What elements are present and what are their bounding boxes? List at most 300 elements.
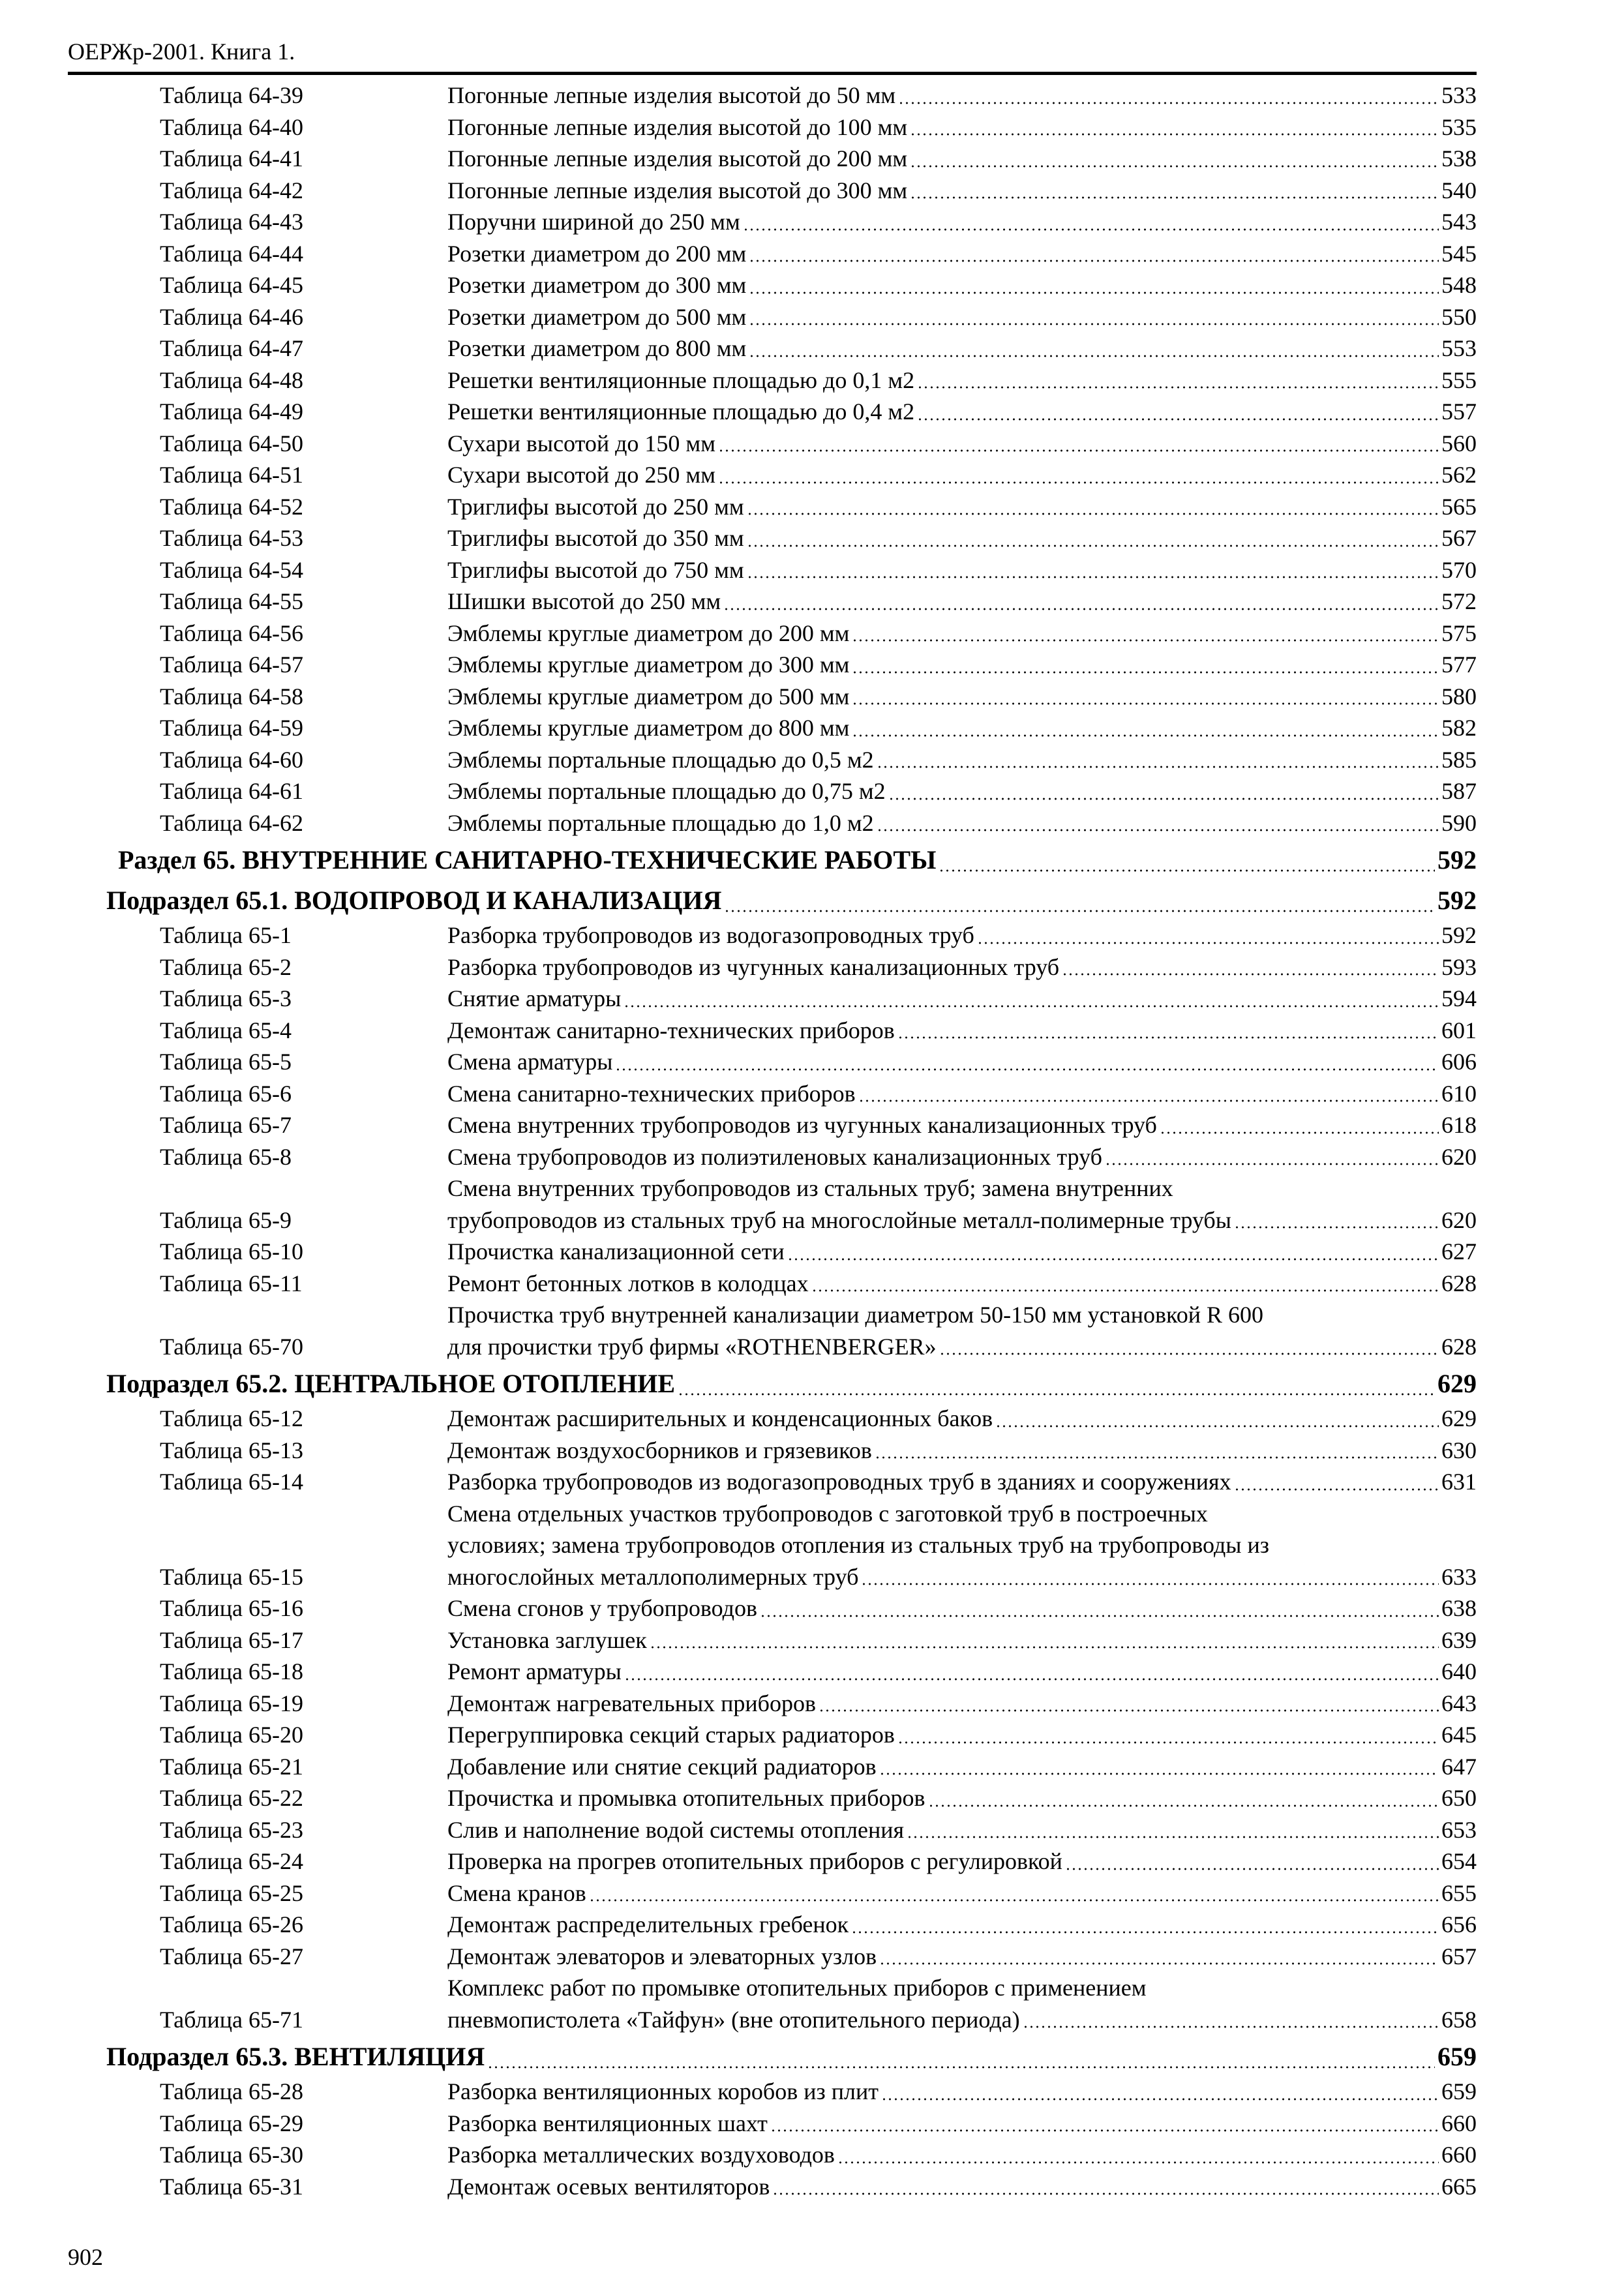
table-number: Таблица 64-43: [160, 209, 303, 235]
table-number: Таблица 65-17: [160, 1626, 303, 1653]
page-ref: 650: [1441, 1785, 1477, 1811]
table-number: Таблица 64-50: [160, 430, 303, 456]
entry-title: [447, 1624, 1477, 1656]
table-number: Таблица 65-3: [160, 985, 292, 1011]
table-number: Таблица 65-27: [160, 1943, 303, 1969]
page-ref: 587: [1441, 778, 1477, 804]
entry-title: [447, 1236, 1477, 1268]
entry-title: [447, 712, 1477, 744]
dot-leader: [939, 1352, 1439, 1356]
toc-entry: [0, 1268, 1477, 1300]
title-text: Смена внутренних трубопроводов из стальных труб; замена внутренних: [447, 1175, 1173, 1201]
entry-title: [447, 459, 1477, 491]
table-number: Таблица 65-19: [160, 1690, 303, 1716]
title-line: [447, 1078, 1477, 1110]
page-ref: 654: [1441, 1848, 1477, 1874]
table-number: Таблица 65-11: [160, 1270, 303, 1296]
dot-leader: [939, 869, 1435, 873]
page-ref: 585: [1441, 746, 1477, 773]
title-line: [447, 301, 1477, 333]
title-line: [447, 1015, 1477, 1047]
entry-title: [447, 2171, 1477, 2203]
page-ref: 535: [1441, 113, 1477, 140]
toc-entry: [0, 1814, 1477, 1846]
title-line: [447, 983, 1477, 1015]
toc-entry: [0, 1846, 1477, 1878]
title-text: Демонтаж элеваторов и элеваторных узлов: [447, 1943, 877, 1969]
title-text: Эмблемы портальные площадью до 0,5 м2: [447, 746, 874, 773]
title-line: [447, 269, 1477, 301]
entry-title: [447, 206, 1477, 238]
dot-leader: [888, 797, 1439, 801]
dot-leader: [1105, 1162, 1439, 1166]
title-line: [447, 143, 1477, 175]
page-ref: 631: [1441, 1469, 1477, 1495]
dot-leader: [811, 1289, 1439, 1293]
entry-title: [447, 1299, 1477, 1362]
toc-entry: [0, 333, 1477, 365]
table-number: Таблица 64-48: [160, 367, 303, 393]
entry-title: [447, 2139, 1477, 2171]
entry-title: [447, 649, 1477, 681]
page-ref: 540: [1441, 177, 1477, 203]
title-text: Решетки вентиляционные площадью до 0,1 м2: [447, 367, 915, 393]
table-number: Таблица 64-56: [160, 620, 303, 646]
toc-entry: [0, 269, 1477, 301]
title-line: [447, 681, 1477, 713]
page-ref: 590: [1441, 809, 1477, 836]
dot-leader: [678, 1392, 1435, 1396]
title-text: Триглифы высотой до 350 мм: [447, 525, 744, 551]
title-line: [447, 206, 1477, 238]
page-ref: 640: [1441, 1658, 1477, 1684]
entry-title: [447, 522, 1477, 554]
table-number: Таблица 64-57: [160, 651, 303, 678]
table-number: Таблица 65-5: [160, 1049, 292, 1075]
toc-entry: [0, 951, 1477, 983]
dot-leader: [852, 670, 1439, 674]
table-number: Таблица 65-15: [160, 1563, 303, 1590]
page-ref: 630: [1441, 1437, 1477, 1463]
dot-leader: [819, 1709, 1439, 1713]
table-number: Таблица 64-40: [160, 113, 303, 140]
title-line: [447, 1624, 1477, 1656]
table-number: Таблица 65-16: [160, 1595, 303, 1621]
dot-leader: [910, 196, 1439, 200]
toc-entry: [0, 618, 1477, 650]
table-number: Таблица 65-7: [160, 1112, 292, 1138]
title-line: [447, 1109, 1477, 1141]
title-text: пневмопистолета «Тайфун» (вне отопительного периода): [447, 2006, 1020, 2033]
title-text: Эмблемы круглые диаметром до 300 мм: [447, 651, 850, 678]
table-number: Таблица 65-23: [160, 1816, 303, 1843]
title-text: Демонтаж расширительных и конденсационных баков: [447, 1405, 993, 1431]
title-text: многослойных металлополимерных труб: [447, 1563, 859, 1590]
title-line: [447, 1656, 1477, 1688]
page-ref: 620: [1441, 1206, 1477, 1233]
dot-leader: [1062, 972, 1439, 976]
dot-leader: [851, 1930, 1439, 1934]
title-text: Сухари высотой до 250 мм: [447, 462, 715, 488]
title-text: Эмблемы портальные площадью до 1,0 м2: [447, 809, 874, 836]
page-ref: 655: [1441, 1879, 1477, 1906]
page-ref: 639: [1441, 1626, 1477, 1653]
title-line: [447, 1268, 1477, 1300]
entry-title: [447, 1909, 1477, 1941]
title-text: Комплекс работ по промывке отопительных приборов с применением: [447, 1975, 1147, 2001]
title-line: [447, 920, 1477, 951]
entry-title: [447, 1268, 1477, 1300]
toc-entry: [0, 807, 1477, 839]
page-ref: 567: [1441, 525, 1477, 551]
toc-entry: [0, 1782, 1477, 1814]
toc-entry: [0, 1941, 1477, 1973]
entry-title: [447, 1751, 1477, 1783]
dot-leader: [861, 1582, 1439, 1586]
page-ref: 548: [1441, 272, 1477, 298]
table-number: Таблица 65-14: [160, 1469, 303, 1495]
title-text: Прочистка и промывка отопительных приборов: [447, 1785, 925, 1811]
dot-leader: [881, 2097, 1439, 2101]
title-line: [447, 1719, 1477, 1751]
toc-entry: [0, 301, 1477, 333]
dot-leader: [928, 1804, 1439, 1808]
title-text: Демонтаж воздухосборников и грязевиков: [447, 1437, 872, 1463]
toc-entry: [0, 2076, 1477, 2108]
page-ref: 659: [1441, 2078, 1477, 2104]
table-number: Таблица 64-62: [160, 809, 303, 836]
title-text: для прочистки труб фирмы «ROTHENBERGER»: [447, 1333, 937, 1360]
table-number: Таблица 64-52: [160, 493, 303, 520]
dot-leader: [749, 322, 1439, 326]
dot-leader: [718, 449, 1439, 453]
toc-entry: [0, 554, 1477, 586]
page-ref: 592: [1437, 886, 1477, 915]
dot-leader: [747, 575, 1439, 579]
title-line: [447, 2171, 1477, 2203]
toc-entry: [0, 1972, 1477, 2035]
page-ref: 592: [1441, 922, 1477, 948]
entry-title: [447, 1015, 1477, 1047]
dot-leader: [749, 259, 1439, 263]
page-ref: 592: [1437, 845, 1477, 875]
page-ref: 620: [1441, 1143, 1477, 1170]
entry-title: [447, 143, 1477, 175]
table-number: Таблица 65-12: [160, 1405, 303, 1431]
title-text: Разборка трубопроводов из чугунных канализационных труб: [447, 953, 1060, 980]
toc-entry: [0, 1719, 1477, 1751]
entry-title: [447, 1466, 1477, 1498]
title-line: [447, 1466, 1477, 1498]
title-line: [447, 1204, 1477, 1236]
title-text: Смена отдельных участков трубопроводов с заготовкой труб в построечных: [447, 1500, 1208, 1527]
page-ref: 557: [1441, 398, 1477, 425]
title-line: [447, 459, 1477, 491]
toc-entry: [0, 175, 1477, 207]
title-line: [447, 522, 1477, 554]
title-line: [447, 1173, 1477, 1204]
entry-title: [447, 1046, 1477, 1078]
title-line: [447, 2004, 1477, 2036]
table-number: Таблица 64-61: [160, 778, 303, 804]
toc-entry: [0, 365, 1477, 396]
title-line: [447, 1561, 1477, 1593]
toc-entry: [0, 1498, 1477, 1593]
title-line: [447, 1909, 1477, 1941]
title-line: [447, 1299, 1477, 1331]
entry-title: [447, 365, 1477, 396]
dot-leader: [837, 2161, 1439, 2164]
dot-leader: [743, 228, 1439, 232]
page-ref: 562: [1441, 462, 1477, 488]
title-text: Поручни шириной до 250 мм: [447, 209, 740, 235]
entry-title: [447, 775, 1477, 807]
entry-title: [447, 951, 1477, 983]
title-text: Смена кранов: [447, 1879, 586, 1906]
title-line: [447, 2076, 1477, 2108]
title-line: [447, 744, 1477, 776]
toc-entry: [0, 681, 1477, 713]
table-number: Таблица 65-10: [160, 1238, 303, 1264]
entry-title: [447, 1435, 1477, 1467]
toc-entry: [0, 775, 1477, 807]
toc-entry: [0, 1688, 1477, 1720]
title-text: Разборка трубопроводов из водогазопроводных труб в зданиях и сооружениях: [447, 1469, 1231, 1495]
heading-text: Подраздел 65.2. ЦЕНТРАЛЬНОЕ ОТОПЛЕНИЕ: [106, 1369, 676, 1398]
dot-leader: [995, 1424, 1439, 1428]
entry-title: [447, 269, 1477, 301]
table-number: Таблица 65-70: [160, 1333, 303, 1360]
entry-title: [447, 175, 1477, 207]
title-line: [447, 775, 1477, 807]
page-ref: 553: [1441, 335, 1477, 361]
dot-leader: [852, 638, 1439, 642]
entry-title: [447, 807, 1477, 839]
dot-leader: [1234, 1488, 1439, 1491]
title-line: [447, 175, 1477, 207]
page-ref: 627: [1441, 1238, 1477, 1264]
dot-leader: [910, 132, 1439, 136]
entry-title: [447, 1719, 1477, 1751]
title-text: Розетки диаметром до 800 мм: [447, 335, 747, 361]
title-text: Демонтаж осевых вентиляторов: [447, 2173, 770, 2200]
title-text: Демонтаж санитарно-технических приборов: [447, 1017, 895, 1043]
dot-leader: [858, 1099, 1439, 1103]
table-number: Таблица 65-4: [160, 1017, 292, 1043]
title-line: [447, 1593, 1477, 1624]
title-line: [447, 238, 1477, 270]
dot-leader: [749, 354, 1439, 358]
table-number: Таблица 64-55: [160, 588, 303, 614]
table-number: Таблица 64-59: [160, 715, 303, 741]
toc-entry: [0, 1466, 1477, 1498]
title-text: Эмблемы круглые диаметром до 500 мм: [447, 683, 850, 710]
dot-leader: [1160, 1131, 1439, 1135]
dot-leader: [897, 1741, 1439, 1744]
dot-leader: [917, 417, 1439, 421]
title-text: Смена сгонов у трубопроводов: [447, 1595, 757, 1621]
title-line: [447, 1498, 1477, 1530]
entry-title: [447, 744, 1477, 776]
title-text: Эмблемы портальные площадью до 0,75 м2: [447, 778, 886, 804]
title-line: [447, 649, 1477, 681]
page-ref: 629: [1437, 1369, 1477, 1398]
toc-entry: [0, 491, 1477, 523]
page-ref: 658: [1441, 2006, 1477, 2033]
toc-entry: [0, 920, 1477, 951]
page-ref: 538: [1441, 145, 1477, 172]
entry-title: [447, 1688, 1477, 1720]
title-line: [447, 554, 1477, 586]
toc-entry: [0, 112, 1477, 143]
page-ref: 575: [1441, 620, 1477, 646]
running-header: ОЕРЖр-2001. Книга 1.: [68, 38, 295, 65]
table-number: Таблица 64-44: [160, 240, 303, 267]
toc-entry: [0, 1435, 1477, 1467]
title-text: Перегруппировка секций старых радиаторов: [447, 1722, 895, 1748]
page-ref: 659: [1437, 2042, 1477, 2071]
table-number: Таблица 64-41: [160, 145, 303, 172]
toc-entry: [0, 1236, 1477, 1268]
dot-leader: [772, 2192, 1439, 2196]
heading-text: Подраздел 65.1. ВОДОПРОВОД И КАНАЛИЗАЦИЯ: [106, 886, 722, 915]
toc-entry: [0, 206, 1477, 238]
page-ref: 577: [1441, 651, 1477, 678]
toc-entry: [0, 80, 1477, 112]
table-number: Таблица 65-28: [160, 2078, 303, 2104]
table-number: Таблица 64-54: [160, 556, 303, 583]
toc-entry: [0, 712, 1477, 744]
toc-entry: [0, 396, 1477, 428]
title-text: Проверка на прогрев отопительных приборов с регулировкой: [447, 1848, 1062, 1874]
title-line: [447, 80, 1477, 112]
title-line: [447, 586, 1477, 618]
title-line: [447, 1529, 1477, 1561]
entry-title: [447, 238, 1477, 270]
entry-title: [447, 1078, 1477, 1110]
title-text: Розетки диаметром до 200 мм: [447, 240, 747, 267]
entry-title: [447, 333, 1477, 365]
page-ref: 580: [1441, 683, 1477, 710]
toc-entry: [0, 2108, 1477, 2140]
title-text: Триглифы высотой до 250 мм: [447, 493, 744, 520]
title-text: Шишки высотой до 250 мм: [447, 588, 721, 614]
dot-leader: [723, 607, 1439, 611]
title-line: [447, 333, 1477, 365]
toc-entry: [0, 1015, 1477, 1047]
dot-leader: [624, 1677, 1439, 1681]
table-number: Таблица 64-39: [160, 82, 303, 108]
table-number: Таблица 65-6: [160, 1080, 292, 1107]
entry-title: [447, 618, 1477, 650]
table-number: Таблица 64-46: [160, 303, 303, 330]
toc-entry: [0, 1109, 1477, 1141]
subsection-heading: [0, 1362, 1477, 1403]
title-line: [447, 2139, 1477, 2171]
page-ref: 565: [1441, 493, 1477, 520]
toc-entry: [0, 1656, 1477, 1688]
table-number: Таблица 65-2: [160, 953, 292, 980]
title-line: [447, 1688, 1477, 1720]
dot-leader: [589, 1898, 1439, 1902]
title-text: Погонные лепные изделия высотой до 300 мм: [447, 177, 908, 203]
dot-leader: [1023, 2025, 1439, 2029]
dot-leader: [724, 909, 1435, 913]
title-line: [447, 1846, 1477, 1878]
table-number: Таблица 65-24: [160, 1848, 303, 1874]
subsection-heading: [0, 2035, 1477, 2076]
entry-title: [447, 1173, 1477, 1236]
dot-leader: [910, 164, 1439, 168]
entry-title: [447, 1593, 1477, 1624]
page-ref: 660: [1441, 2142, 1477, 2168]
dot-leader: [917, 385, 1439, 389]
title-line: [447, 1236, 1477, 1268]
title-line: [447, 1403, 1477, 1435]
title-text: Розетки диаметром до 500 мм: [447, 303, 747, 330]
entry-title: [447, 112, 1477, 143]
page-ref: 653: [1441, 1816, 1477, 1843]
title-text: Слив и наполнение водой системы отопления: [447, 1816, 905, 1843]
page-ref: 629: [1441, 1405, 1477, 1431]
table-number: Таблица 64-45: [160, 272, 303, 298]
page-ref: 545: [1441, 240, 1477, 267]
entry-title: [447, 681, 1477, 713]
toc-entry: [0, 649, 1477, 681]
dot-leader: [879, 1962, 1439, 1966]
dot-leader: [615, 1068, 1439, 1071]
title-line: [447, 1814, 1477, 1846]
dot-leader: [624, 1004, 1439, 1008]
title-text: Установка заглушек: [447, 1626, 647, 1653]
title-line: [447, 618, 1477, 650]
toc-entry: [0, 1078, 1477, 1110]
title-text: трубопроводов из стальных труб на многослойные металл-полимерные трубы: [447, 1206, 1231, 1233]
entry-title: [447, 1403, 1477, 1435]
dot-leader: [747, 544, 1439, 548]
dot-leader: [770, 2129, 1439, 2132]
page-number: 902: [68, 2244, 103, 2270]
toc-entry: [0, 2139, 1477, 2171]
title-text: Триглифы высотой до 750 мм: [447, 556, 744, 583]
title-line: [447, 365, 1477, 396]
toc-entry: [0, 1909, 1477, 1941]
entry-title: [447, 1972, 1477, 2035]
page-ref: 550: [1441, 303, 1477, 330]
entry-title: [447, 1141, 1477, 1173]
title-line: [447, 1782, 1477, 1814]
page-ref: 645: [1441, 1722, 1477, 1748]
title-text: Смена арматуры: [447, 1049, 613, 1075]
dot-leader: [650, 1645, 1439, 1649]
entry-title: [447, 586, 1477, 618]
title-text: Добавление или снятие секций радиаторов: [447, 1753, 877, 1780]
heading-text: Подраздел 65.3. ВЕНТИЛЯЦИЯ: [106, 2042, 485, 2071]
dot-leader: [877, 765, 1439, 769]
page-ref: 628: [1441, 1270, 1477, 1296]
entry-title: [447, 1782, 1477, 1814]
toc-entry: [0, 1593, 1477, 1624]
title-line: [447, 712, 1477, 744]
dot-leader: [487, 2065, 1435, 2069]
dot-leader: [877, 828, 1439, 832]
entry-title: [447, 1846, 1477, 1878]
entry-title: [447, 301, 1477, 333]
page-ref: 560: [1441, 430, 1477, 456]
toc-entry: [0, 586, 1477, 618]
dot-leader: [1065, 1867, 1439, 1871]
page-ref: 543: [1441, 209, 1477, 235]
